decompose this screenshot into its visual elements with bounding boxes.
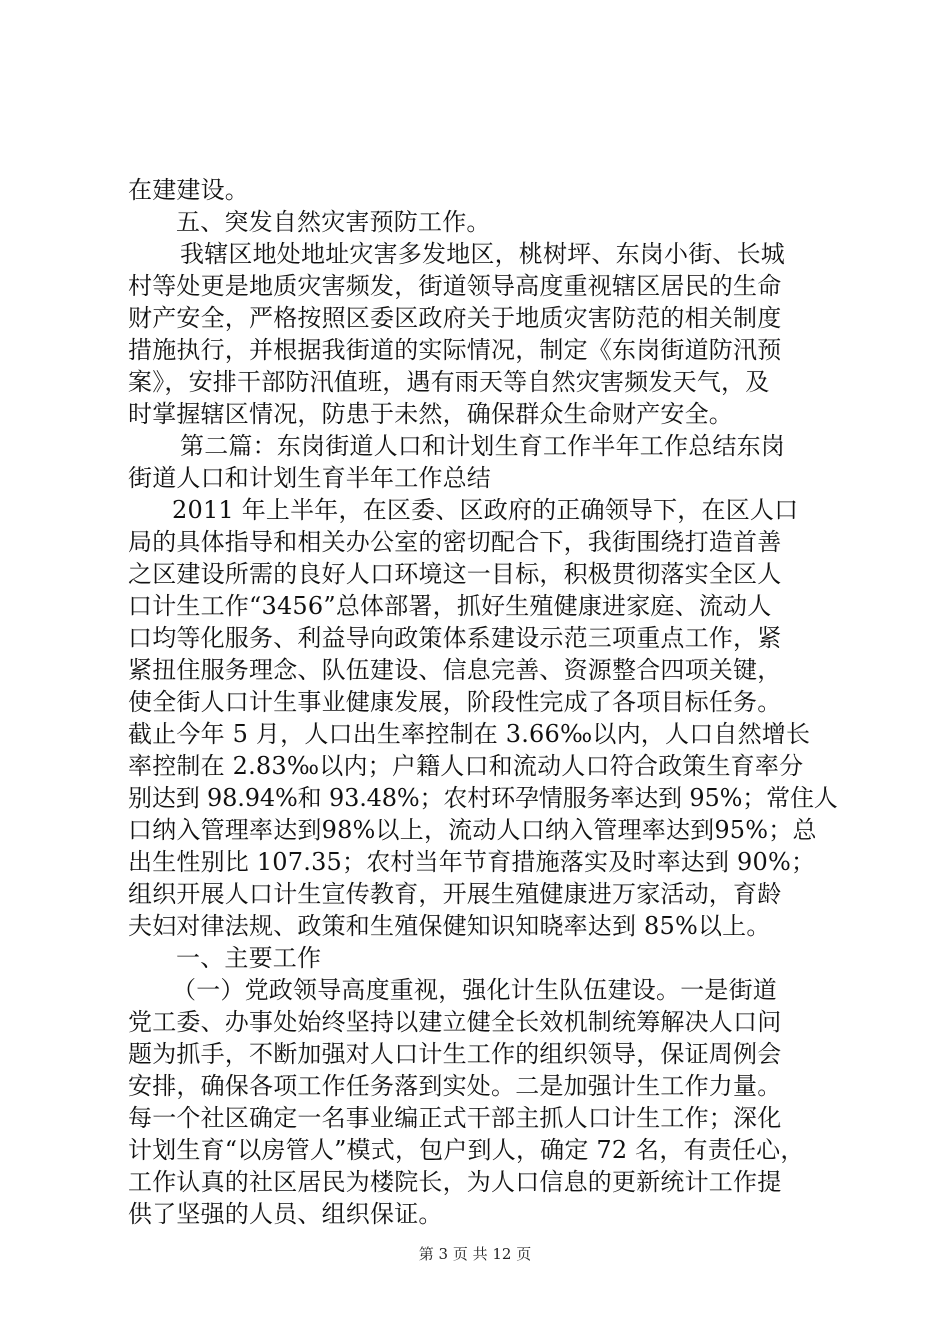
text-line: 计划生育“以房管人”模式，包户到人，确定 72 名，有责任心，: [128, 1136, 805, 1164]
text-line: 紧扭住服务理念、队伍建设、信息完善、资源整合四项关键，: [128, 656, 782, 684]
text-line: 村等处更是地质灾害频发，街道领导高度重视辖区居民的生命: [128, 272, 782, 300]
text-line: 组织开展人口计生宣传教育，开展生殖健康进万家活动，育龄: [128, 880, 782, 908]
text-line: 财产安全，严格按照区委区政府关于地质灾害防范的相关制度: [128, 304, 782, 332]
text-line: 口纳入管理率达到98%以上，流动人口纳入管理率达到95%；总: [128, 816, 817, 844]
section-heading: 五、突发自然灾害预防工作。: [176, 208, 491, 236]
text-line: 供了坚强的人员、组织保证。: [128, 1200, 443, 1228]
text-line: 率控制在 2.83‰以内；户籍人口和流动人口符合政策生育率分: [128, 752, 804, 780]
text-line: 措施执行，并根据我街道的实际情况，制定《东岗街道防汛预: [128, 336, 782, 364]
chapter-heading: 第二篇：东岗街道人口和计划生育工作半年工作总结东岗: [180, 432, 785, 460]
text-line: 工作认真的社区居民为楼院长，为人口信息的更新统计工作提: [128, 1168, 782, 1196]
section-heading: 一、主要工作: [176, 944, 322, 972]
text-line: 之区建设所需的良好人口环境这一目标，积极贯彻落实全区人: [128, 560, 782, 588]
text-line: 出生性别比 107.35；农村当年节育措施落实及时率达到 90%；: [128, 848, 816, 876]
text-line: 每一个社区确定一名事业编正式干部主抓人口计生工作；深化: [128, 1104, 782, 1132]
text-line: 案》，安排干部防汛值班，遇有雨天等自然灾害频发天气，及: [128, 368, 770, 396]
text-line: 2011 年上半年，在区委、区政府的正确领导下，在区人口: [172, 496, 799, 524]
text-line: （一）党政领导高度重视，强化计生队伍建设。一是街道: [172, 976, 777, 1004]
text-line: 截止今年 5 月，人口出生率控制在 3.66‰以内，人口自然增长: [128, 720, 811, 748]
text-line: 安排，确保各项工作任务落到实处。二是加强计生工作力量。: [128, 1072, 782, 1100]
text-line: 口均等化服务、利益导向政策体系建设示范三项重点工作，紧: [128, 624, 782, 652]
text-line: 局的具体指导和相关办公室的密切配合下，我街围绕打造首善: [128, 528, 782, 556]
text-line: 党工委、办事处始终坚持以建立健全长效机制统筹解决人口问: [128, 1008, 782, 1036]
text-line: 题为抓手，不断加强对人口计生工作的组织领导，保证周例会: [128, 1040, 782, 1068]
text-line: 时掌握辖区情况，防患于未然，确保群众生命财产安全。: [128, 400, 733, 428]
text-line: 我辖区地处地址灾害多发地区，桃树坪、东岗小街、长城: [180, 240, 785, 268]
text-line: 在建建设。: [128, 176, 249, 204]
text-line: 夫妇对律法规、政策和生殖保健知识知晓率达到 85%以上。: [128, 912, 771, 940]
chapter-heading: 街道人口和计划生育半年工作总结: [128, 464, 491, 492]
text-line: 别达到 98.94%和 93.48%；农村环孕情服务率达到 95%；常住人: [128, 784, 838, 812]
page-number-footer: 第 3 页 共 12 页: [418, 1245, 532, 1263]
text-line: 使全街人口计生事业健康发展，阶段性完成了各项目标任务。: [128, 688, 782, 716]
text-line: 口计生工作“3456”总体部署，抓好生殖健康进家庭、流动人: [128, 592, 772, 620]
